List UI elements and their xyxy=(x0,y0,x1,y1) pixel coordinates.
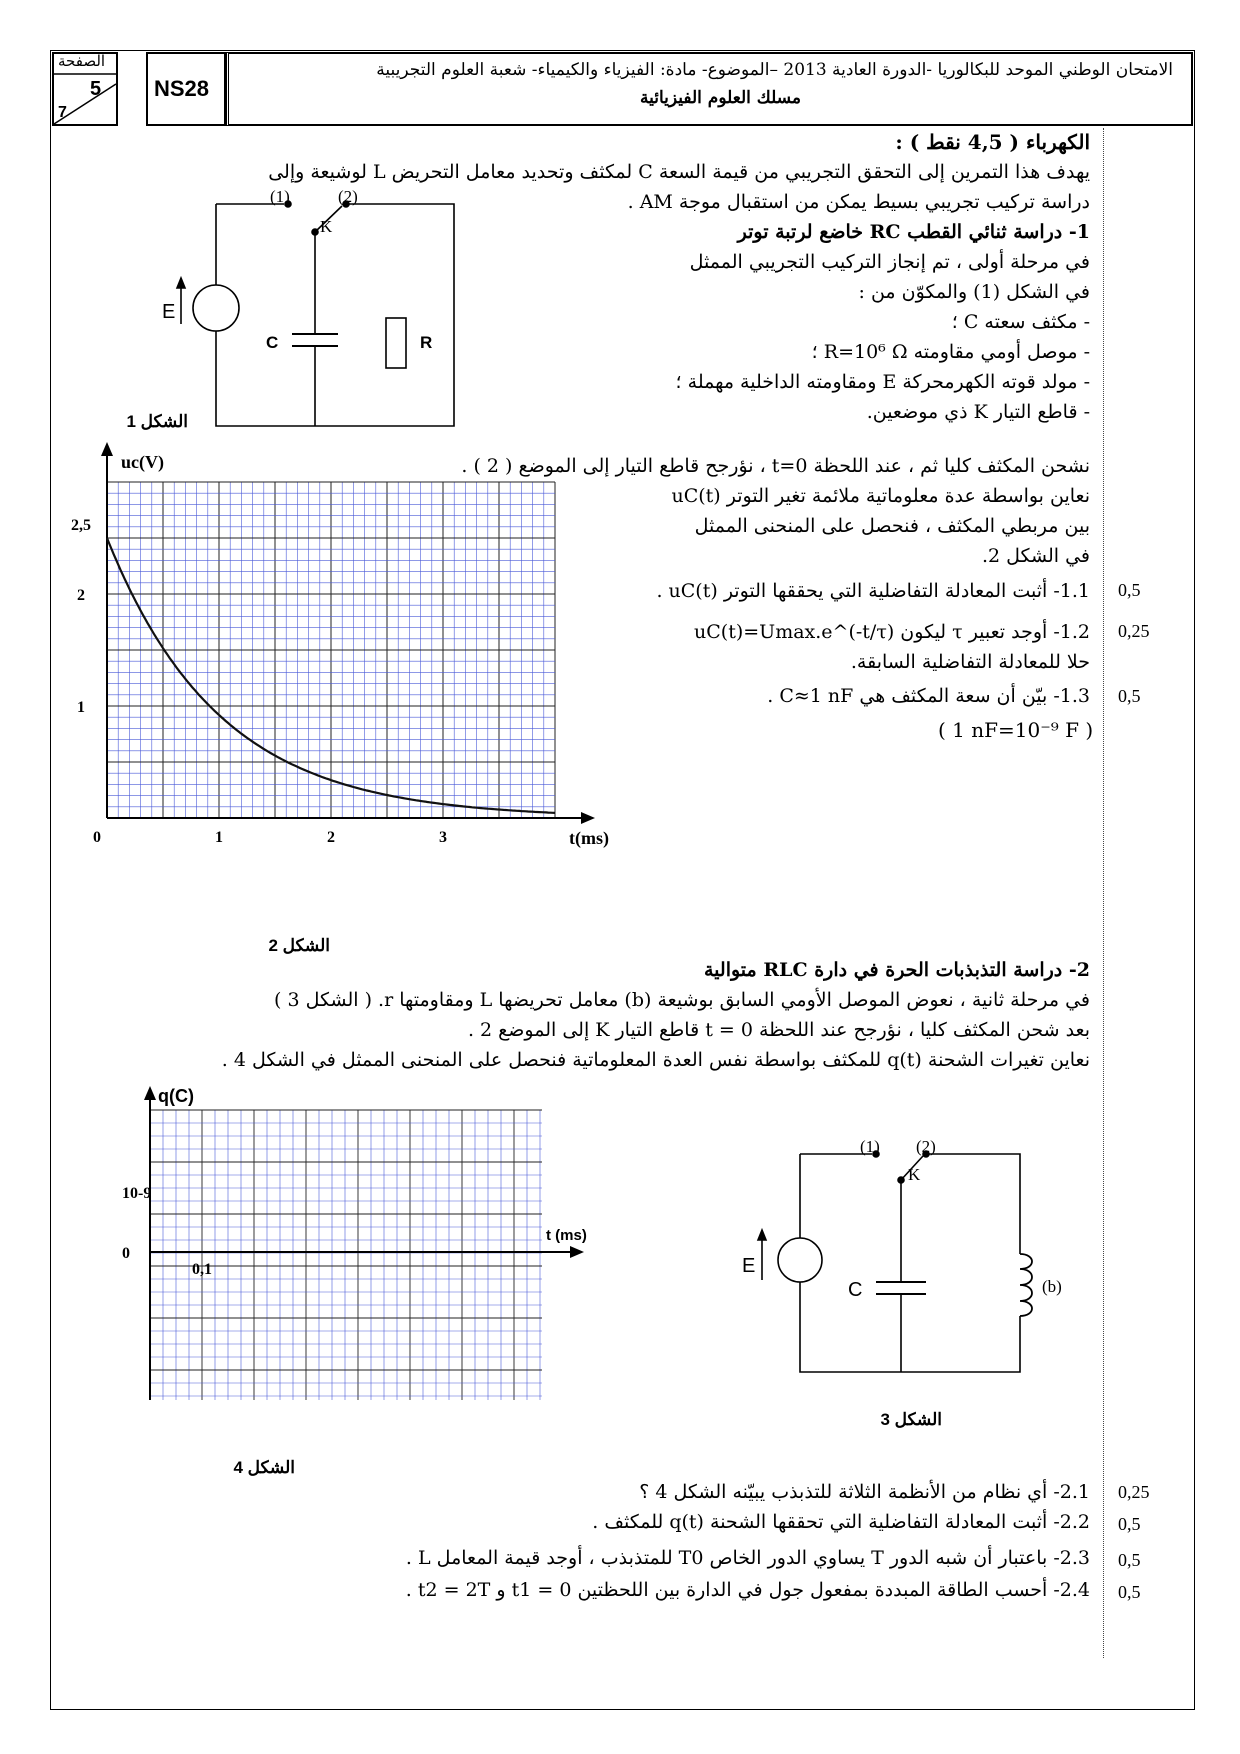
score-1-2: 0,25 xyxy=(1118,621,1150,641)
y-tick-label: 10-9 xyxy=(122,1185,152,1202)
section-title: الكهرباء ( 4,5 نقط ) : xyxy=(895,130,1090,154)
part1-line-2: في الشكل (1) والمكوّن من : xyxy=(858,281,1090,303)
fig3-label-C: C xyxy=(848,1279,863,1301)
fig1-wire-loop xyxy=(216,204,454,426)
question-1-2-cont: حلا للمعادلة التفاضلية السابقة. xyxy=(850,651,1090,673)
x-tick-label: 2 xyxy=(327,829,335,846)
x-axis-label: t(ms) xyxy=(569,828,609,848)
figure-1-circuit xyxy=(150,180,480,480)
fig3-generator xyxy=(778,1238,822,1282)
question-2-3: 2.3- باعتبار أن شبه الدور T يساوي الدور الخاص T0 للمتذبذب ، أوجد قيمة المعامل L . xyxy=(405,1547,1090,1569)
y-axis-label: uc(V) xyxy=(121,452,164,472)
figure-3-circuit xyxy=(720,1130,1080,1400)
margin-separator xyxy=(1103,128,1104,1658)
fig3-emf-arrowhead xyxy=(758,1230,766,1240)
question-2-4: 2.4- أحسب الطاقة المبددة بمفعول جول في الدارة بين اللحظتين t1 = 0 و t2 = 2T . xyxy=(405,1579,1090,1601)
y-axis-label: q(C) xyxy=(158,1086,194,1106)
y-tick-label: 1 xyxy=(77,699,85,716)
part2-line-3: نعاين تغيرات الشحنة q(t) للمكثف بواسطة نفس العدة المعلوماتية فنحصل على المنحنى الممثل في الشكل 4 . xyxy=(221,1049,1090,1071)
part1-line-4: - موصل أومي مقاومته R=10⁶ Ω ؛ xyxy=(811,341,1090,363)
part1-line-7: نشحن المكثف كليا ثم ، عند اللحظة t=0 ، نؤرجح قاطع التيار إلى الموضع ( 2 ) . xyxy=(461,455,1090,477)
fig3-node-2: (2) xyxy=(916,1137,936,1156)
part2-title: 2- دراسة التذبذبات الحرة في دارة RLC متوالية xyxy=(703,959,1090,981)
y-axis-arrowhead xyxy=(101,442,113,456)
figure-2-chart xyxy=(71,440,665,870)
fig3-label-b: (b) xyxy=(1042,1277,1062,1296)
part1-line-1: في مرحلة أولى ، تم إنجاز التركيب التجريبي الممثل xyxy=(689,251,1090,273)
x-tick-label: 1 xyxy=(215,829,223,846)
question-1-1: 1.1- أثبت المعادلة التفاضلية التي يحققها التوتر uC(t) . xyxy=(656,580,1090,602)
page-number-box xyxy=(52,52,118,126)
x-axis-arrowhead xyxy=(570,1246,584,1258)
score-2-4: 0,5 xyxy=(1118,1582,1141,1602)
y-tick-label: 2 xyxy=(77,587,85,604)
fig1-label-E: E xyxy=(162,301,176,323)
part1-line-9: بين مربطي المكثف ، فنحصل على المنحنى الممثل xyxy=(694,515,1090,537)
page-total: 7 xyxy=(58,104,67,121)
fig3-label-K: K xyxy=(908,1165,921,1184)
x-tick-label: 3 xyxy=(439,829,447,846)
figure-4-caption: الشكل 4 xyxy=(233,1458,295,1477)
fig1-generator xyxy=(193,285,239,331)
title-box xyxy=(226,52,1193,126)
fig1-label-K: K xyxy=(320,217,333,236)
score-1-1: 0,5 xyxy=(1118,580,1141,600)
x-tick-label: 0,1 xyxy=(192,1261,212,1278)
fig3-wire-loop xyxy=(800,1154,1020,1372)
part1-line-10: في الشكل 2. xyxy=(981,545,1090,567)
y-zero-label: 0 xyxy=(122,1245,130,1262)
fig1-label-C: C xyxy=(266,333,279,352)
figure-4-chart xyxy=(110,1082,670,1422)
exam-code: NS28 xyxy=(154,76,210,101)
fig3-node-1: (1) xyxy=(860,1137,880,1156)
intro-line-1: يهدف هذا التمرين إلى التحقق التجريبي من قيمة السعة C لمكثف وتحديد معامل التحريض L لوشيعة وإلى xyxy=(268,161,1090,183)
score-1-3: 0,5 xyxy=(1118,686,1141,706)
part1-line-3: - مكثف سعته C ؛ xyxy=(951,311,1090,333)
figure-1-caption: الشكل 1 xyxy=(126,412,188,431)
fig1-resistor xyxy=(386,318,406,368)
part1-title: 1- دراسة ثنائي القطب RC خاضع لرتبة توتر xyxy=(737,221,1090,243)
part2-line-1: في مرحلة ثانية ، نعوض الموصل الأومي السابق بوشيعة (b) معامل تحريضها L ومقاومتها r. ( الشكل 3 ) xyxy=(274,989,1090,1011)
score-2-1: 0,25 xyxy=(1118,1482,1150,1502)
part1-line-8: نعاين بواسطة عدة معلوماتية ملائمة تغير التوتر uC(t) xyxy=(671,485,1090,507)
part1-line-6: - قاطع التيار K ذي موضعين. xyxy=(866,401,1090,423)
x-axis-arrowhead xyxy=(581,812,595,824)
exam-title-line1: الامتحان الوطني الموحد للبكالوريا -الدورة العادية 2013 –الموضوع- مادة: الفيزياء والكيمياء- شعبة العلوم التجريبية xyxy=(376,60,1173,80)
fig1-label-R: R xyxy=(420,333,433,352)
question-2-1: 2.1- أي نظام من الأنظمة الثلاثة للتذبذب يبيّنه الشكل 4 ؟ xyxy=(639,1481,1090,1503)
score-2-3: 0,5 xyxy=(1118,1550,1141,1570)
y-axis-arrowhead xyxy=(144,1086,156,1100)
fig1-node-2: (2) xyxy=(338,187,358,206)
unit-note: ( 1 nF=10⁻⁹ F ) xyxy=(938,718,1094,742)
x-axis-label: t (ms) xyxy=(546,1227,587,1244)
figure-2-caption: الشكل 2 xyxy=(268,936,330,955)
page-number: 5 xyxy=(90,78,102,100)
intro-line-2: دراسة تركيب تجريبي بسيط يمكن من استقبال موجة AM . xyxy=(627,191,1090,213)
figure-3-caption: الشكل 3 xyxy=(880,1410,942,1429)
question-2-2: 2.2- أثبت المعادلة التفاضلية التي تحققها الشحنة q(t) للمكثف . xyxy=(592,1511,1090,1533)
question-1-2: 1.2- أوجد تعبير τ ليكون uC(t)=Umax.e^(-t/τ) xyxy=(694,621,1090,643)
fig1-emf-arrowhead xyxy=(177,278,185,288)
page-label: الصفحة xyxy=(58,52,106,70)
question-1-3: 1.3- بيّن أن سعة المكثف هي C≈1 nF . xyxy=(767,685,1090,707)
part2-line-2: بعد شحن المكثف كليا ، نؤرجح عند اللحظة t = 0 قاطع التيار K إلى الموضع 2 . xyxy=(467,1019,1090,1041)
fig1-node-1: (1) xyxy=(270,187,290,206)
x-tick-label: 0 xyxy=(93,829,101,846)
score-2-2: 0,5 xyxy=(1118,1514,1141,1534)
fig3-label-E: E xyxy=(742,1255,756,1277)
exam-code-box xyxy=(146,52,226,126)
exam-title-line2: مسلك العلوم الفيزيائية xyxy=(639,88,801,108)
part1-line-5: - مولد قوته الكهرمحركة E ومقاومته الداخلية مهملة ؛ xyxy=(675,371,1090,393)
y-tick-label: 2,5 xyxy=(71,517,91,534)
